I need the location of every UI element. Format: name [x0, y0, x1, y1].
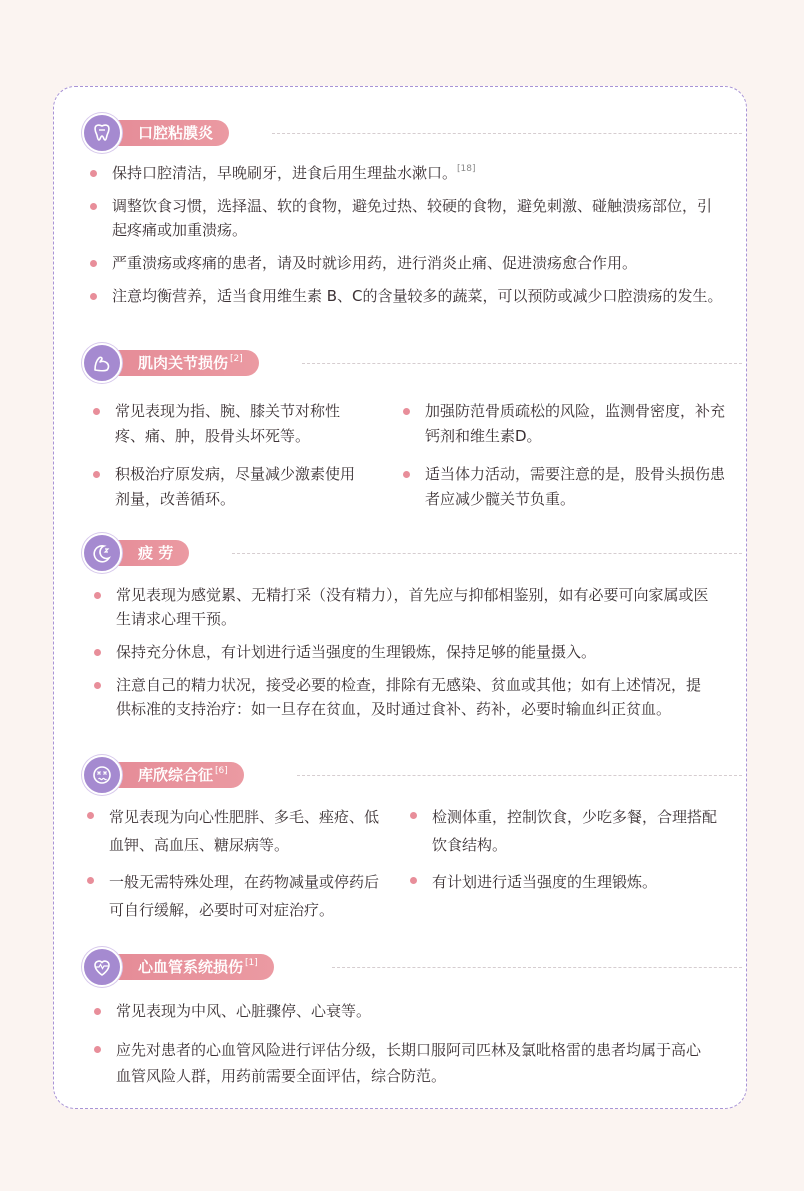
- list-item: 一般无需特殊处理，在药物减量或停药后可自行缓解，必要时可对症治疗。: [83, 868, 383, 924]
- header-divider: [332, 967, 742, 968]
- list-item: 积极治疗原发病，尽量减少激素使用剂量，改善循环。: [89, 462, 369, 512]
- section-title: 肌肉关节损伤: [138, 354, 229, 372]
- list-item: 常见表现为向心性肥胖、多毛、痤疮、低血钾、高血压、糖尿病等。: [83, 803, 383, 859]
- list-item: 检测体重，控制饮食，少吃多餐，合理搭配饮食结构。: [406, 803, 726, 859]
- list-item: 注意自己的精力状况，接受必要的检查，排除有无感染、贫血或其他；如有上述情况，提供标准的支持治疗：如一旦存在贫血，及时通过食补、药补，必要时输血纠正贫血。: [90, 673, 715, 721]
- list-item: 保持口腔清洁，早晚刷牙，进食后用生理盐水漱口。[18]: [86, 161, 726, 185]
- bullet-list: [90, 583, 715, 721]
- list-item: 注意均衡营养，适当食用维生素 B、C的含量较多的蔬菜，可以预防或减少口腔溃疡的发生。: [86, 284, 726, 308]
- heart-pulse-icon: [82, 947, 122, 987]
- list-item: 严重溃疡或疼痛的患者，请及时就诊用药，进行消炎止痛、促进溃疡愈合作用。: [86, 251, 726, 275]
- header-divider: [302, 363, 742, 364]
- right-column-list: [399, 399, 729, 512]
- list-item: 常见表现为中风、心脏骤停、心衰等。: [90, 999, 715, 1023]
- section-title: 口腔粘膜炎: [138, 124, 214, 142]
- list-item: 有计划进行适当强度的生理锻炼。: [406, 868, 726, 896]
- section-header: [82, 343, 722, 383]
- section-title: 疲 劳: [138, 544, 174, 562]
- citation-ref: [1]: [245, 958, 258, 968]
- header-divider: [297, 775, 742, 776]
- moon-sleep-icon: [82, 533, 122, 573]
- citation-ref: [6]: [215, 766, 228, 776]
- list-item: 应先对患者的心血管风险进行评估分级，长期口服阿司匹林及氯吡格雷的患者均属于高心血管风险人群，用药前需要全面评估，综合防范。: [90, 1037, 715, 1089]
- citation-ref: [18]: [457, 164, 476, 174]
- list-item: 调整饮食习惯，选择温、软的食物，避免过热、较硬的食物，避免刺激、碰触溃疡部位，引起疼痛或加重溃疡。: [86, 194, 726, 242]
- section-header: [82, 113, 722, 153]
- section-title: 库欣综合征: [138, 766, 214, 784]
- list-item: 保持充分休息，有计划进行适当强度的生理锻炼，保持足够的能量摄入。: [90, 640, 715, 664]
- dizzy-face-icon: [82, 755, 122, 795]
- muscle-arm-icon: [82, 343, 122, 383]
- bullet-list: [90, 999, 715, 1089]
- section-header: [82, 947, 722, 987]
- list-item: 常见表现为感觉累、无精打采（没有精力），首先应与抑郁相鉴别，如有必要可向家属或医生请求心理干预。: [90, 583, 715, 631]
- list-item: 适当体力活动，需要注意的是，股骨头损伤患者应减少髋关节负重。: [399, 462, 729, 512]
- header-divider: [232, 553, 742, 554]
- list-item: 加强防范骨质疏松的风险，监测骨密度，补充钙剂和维生素D。: [399, 399, 729, 449]
- section-header: [82, 533, 722, 573]
- header-divider: [272, 133, 742, 134]
- citation-ref: [2]: [230, 354, 243, 364]
- left-column-list: [83, 803, 383, 924]
- section-header: [82, 755, 722, 795]
- bullet-list: [86, 161, 726, 308]
- list-item: 常见表现为指、腕、膝关节对称性疼、痛、肿，股骨头坏死等。: [89, 399, 369, 449]
- tooth-icon: [82, 113, 122, 153]
- section-title: 心血管系统损伤: [138, 958, 244, 976]
- content-card: [53, 86, 747, 1109]
- right-column-list: [406, 803, 726, 896]
- left-column-list: [89, 399, 369, 512]
